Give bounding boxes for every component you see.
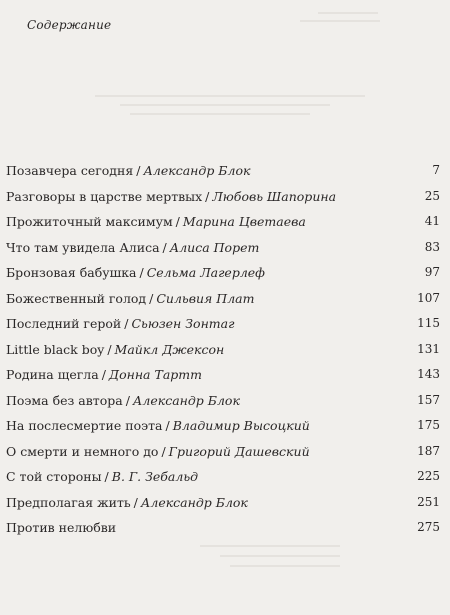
table-of-contents [6, 163, 440, 546]
toc-entry [6, 418, 440, 444]
toc-entry-author: Марина Цветаева [182, 214, 306, 229]
toc-entry-author: Сильвия Плат [156, 290, 255, 306]
toc-entry-author: Донна Тартт [108, 367, 202, 382]
toc-entry-title: Поэма без автора [6, 392, 123, 408]
toc-entry-title: О смерти и немного до [6, 443, 159, 459]
toc-entry [6, 367, 440, 393]
toc-entry [6, 393, 440, 419]
toc-entry-author: Алиса Порет [169, 239, 260, 255]
show-through [220, 555, 340, 557]
toc-entry-text [6, 342, 224, 357]
toc-entry-title: Предполагая жить [6, 494, 131, 510]
toc-entry-separator: / [149, 290, 154, 306]
toc-entry-text [6, 189, 336, 204]
toc-entry-title: Родина щегла [6, 367, 99, 382]
toc-entry [6, 265, 440, 291]
toc-entry [6, 342, 440, 368]
toc-entry-author: Владимир Высоцкий [172, 418, 310, 433]
toc-entry-title: Божественный голод [6, 290, 147, 306]
toc-entry-text [6, 393, 240, 408]
toc-entry-separator: / [125, 392, 130, 408]
toc-entry-author: Сьюзен Зонтаг [131, 316, 235, 331]
toc-entry-page-number: 143 [417, 367, 440, 381]
toc-entry [6, 444, 440, 470]
toc-entry-text [6, 520, 116, 535]
toc-entry-page-number: 41 [424, 214, 440, 228]
toc-entry [6, 240, 440, 266]
toc-entry [6, 189, 440, 215]
toc-entry-separator: / [139, 265, 144, 280]
show-through [300, 20, 380, 22]
toc-entry-separator: / [101, 367, 106, 382]
toc-entry-author: В. Г. Зебальд [111, 469, 199, 484]
toc-entry-text [6, 291, 254, 306]
toc-entry-page-number: 175 [417, 418, 440, 432]
page-title: Содержание [27, 18, 112, 32]
toc-entry-title: Позавчера сегодня [6, 163, 134, 178]
toc-entry-author: Майкл Джексон [114, 341, 225, 357]
toc-entry-author: Александр Блок [143, 163, 251, 178]
show-through [130, 113, 310, 115]
toc-entry-separator: / [124, 316, 129, 331]
toc-entry-author: Сельма Лагерлеф [146, 265, 265, 280]
toc-entry [6, 495, 440, 521]
toc-entry-title: С той стороны [6, 469, 102, 484]
toc-entry-text [6, 163, 250, 178]
toc-entry-title: Прожиточный максимум [6, 214, 173, 229]
toc-entry-page-number: 187 [417, 443, 440, 458]
toc-entry-title: Последний герой [6, 316, 122, 331]
toc-entry-text [6, 265, 265, 280]
toc-entry-page-number: 83 [424, 239, 440, 254]
toc-entry-separator: / [133, 494, 138, 510]
toc-entry-separator: / [165, 418, 170, 433]
toc-entry-separator: / [107, 341, 112, 357]
toc-entry-page-number: 115 [417, 316, 440, 330]
toc-entry [6, 316, 440, 342]
toc-entry [6, 291, 440, 317]
toc-entry-author: Александр Блок [140, 494, 248, 510]
toc-entry-text [6, 240, 259, 255]
toc-entry-title: Что там увидела Алиса [6, 239, 160, 255]
toc-entry-text [6, 418, 310, 433]
toc-entry [6, 214, 440, 240]
toc-entry-author: Александр Блок [132, 392, 240, 408]
toc-entry-text [6, 469, 198, 484]
show-through [120, 104, 330, 106]
toc-entry [6, 469, 440, 495]
toc-entry-separator: / [162, 239, 167, 255]
toc-entry-page-number: 131 [417, 341, 440, 356]
toc-entry-page-number: 157 [417, 392, 440, 407]
toc-entry-author: Григорий Дашевский [168, 443, 310, 459]
toc-entry-text [6, 495, 248, 510]
toc-entry-page-number: 7 [432, 163, 440, 177]
toc-entry [6, 163, 440, 189]
toc-entry-separator: / [136, 163, 141, 178]
toc-entry-title: Бронзовая бабушка [6, 265, 137, 280]
toc-entry-title: Разговоры в царстве мертвых [6, 188, 203, 204]
toc-entry-text [6, 444, 310, 459]
show-through [95, 95, 365, 97]
toc-entry-text [6, 214, 306, 229]
toc-entry [6, 520, 440, 546]
toc-entry-page-number: 251 [417, 494, 440, 509]
toc-entry-separator: / [104, 469, 109, 484]
toc-entry-page-number: 25 [424, 188, 440, 203]
toc-entry-page-number: 107 [417, 290, 440, 305]
toc-entry-separator: / [161, 443, 166, 459]
toc-entry-title: На послесмертие поэта [6, 418, 163, 433]
toc-entry-separator: / [175, 214, 180, 229]
toc-entry-title: Против нелюбви [6, 520, 117, 535]
show-through [318, 12, 378, 14]
toc-entry-page-number: 225 [417, 469, 440, 483]
toc-entry-text [6, 316, 234, 331]
toc-entry-page-number: 275 [417, 520, 440, 534]
toc-entry-page-number: 97 [424, 265, 440, 279]
toc-entry-author: Любовь Шапорина [212, 188, 337, 204]
toc-entry-title: Little black boy [6, 341, 105, 357]
toc-entry-separator: / [205, 188, 210, 204]
show-through [230, 565, 340, 567]
toc-entry-text [6, 367, 202, 382]
